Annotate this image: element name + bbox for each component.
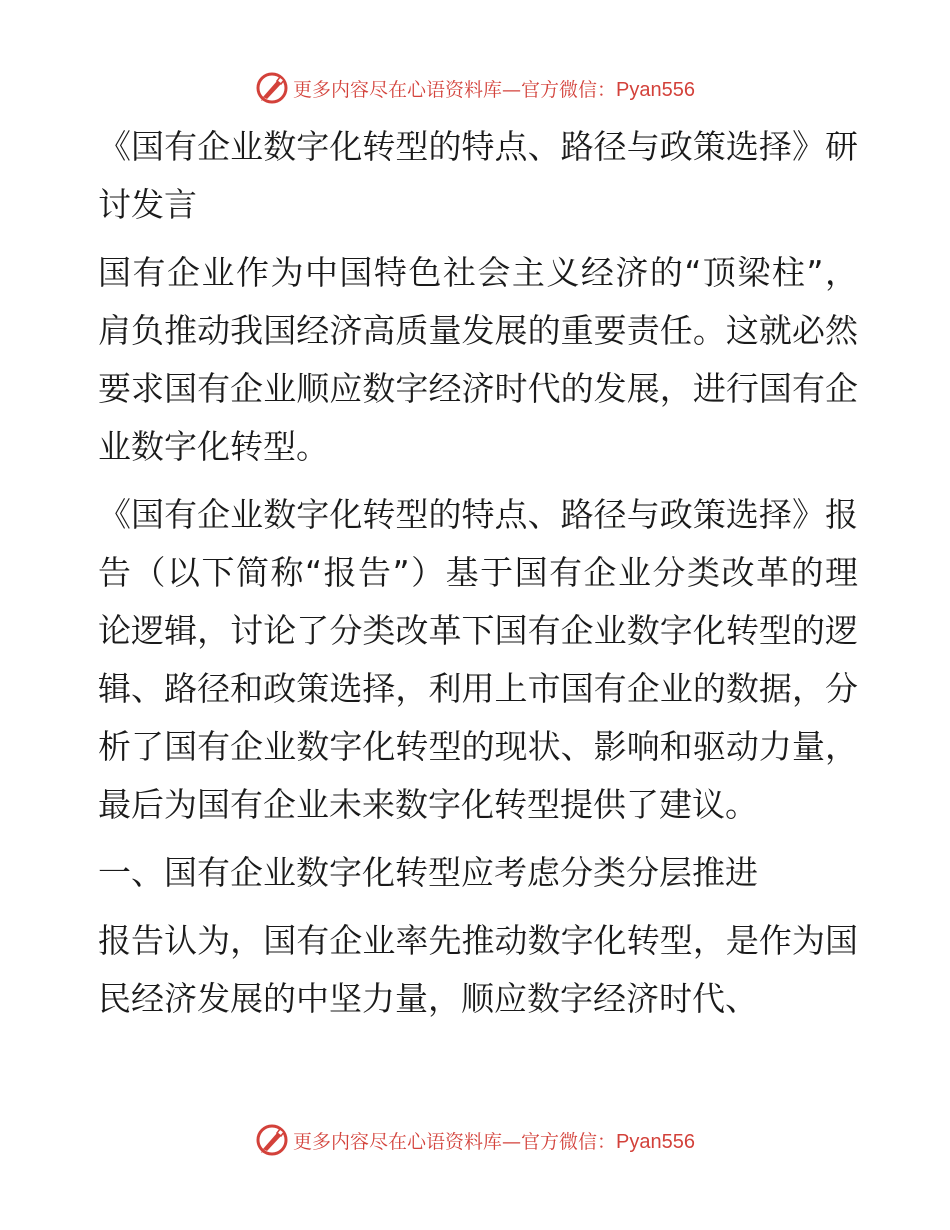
paragraph-report-summary: 《国有企业数字化转型的特点、路径与政策选择》报告（以下简称“报告”）基于国有企业分类改革的理论逻辑，讨论了分类改革下国有企业数字化转型的逻辑、路径和政策选择，利用上市国有企业的数据，分析了国有企业数字化转型的现状、影响和驱动力量，最后为国有企业未来数字化转型提供了建议。 [98, 495, 858, 824]
pen-logo-icon [255, 1123, 289, 1157]
watermark-id: Pyan556 [616, 1130, 695, 1153]
header-watermark [0, 68, 950, 108]
document-title: 《国有企业数字化转型的特点、路径与政策选择》研讨发言 [98, 127, 858, 224]
document-body [98, 118, 858, 1028]
watermark-text: 更多内容尽在心语资料库—官方微信： [293, 1130, 617, 1153]
watermark-label [293, 1127, 695, 1154]
section-heading: 一、国有企业数字化转型应考虑分类分层推进 [98, 853, 758, 892]
watermark-label [293, 75, 695, 102]
section-paragraph: 报告认为，国有企业率先推动数字化转型，是作为国民经济发展的中坚力量，顺应数字经济时代、 [98, 921, 858, 1018]
footer-watermark [0, 1120, 950, 1160]
watermark-id: Pyan556 [616, 78, 695, 101]
pen-logo-icon [255, 71, 289, 105]
watermark-text: 更多内容尽在心语资料库—官方微信： [293, 78, 617, 101]
paragraph-intro: 国有企业作为中国特色社会主义经济的“顶梁柱”，肩负推动我国经济高质量发展的重要责任。这就必然要求国有企业顺应数字经济时代的发展，进行国有企业数字化转型。 [98, 253, 858, 466]
